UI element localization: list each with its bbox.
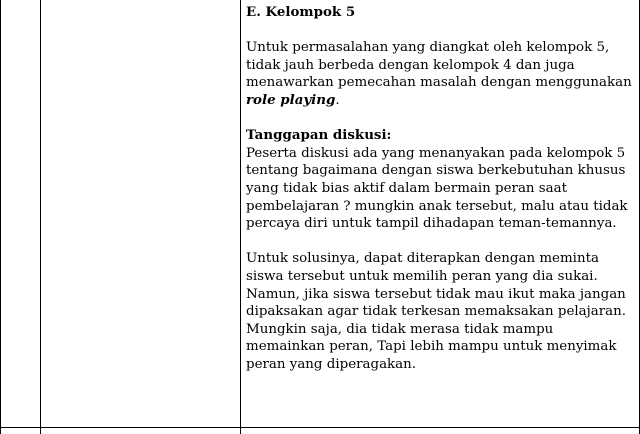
response-question-paragraph: Peserta diskusi ada yang menanyakan pada kelompok 5 tentang bagaimana dengan siswa berkebutuhan khusus yang tidak bias aktif dalam bermain peran saat pembelajaran ? mungkin anak tersebut, malu atau tidak percaya diri untuk tampil dihadapan teman-temannya.	[246, 145, 628, 232]
intro-text: Untuk permasalahan yang diangkat oleh kelompok 5, tidak jauh berbeda dengan kelompok 4 dan juga menawarkan pemecahan masalah dengan menggunakan	[246, 40, 632, 91]
response-solution-paragraph: Untuk solusinya, dapat diterapkan dengan meminta siswa tersebut untuk memilih peran yang dia sukai. Namun, jika siswa tersebut tidak mau ikut maka jangan dipaksakan agar tidak terkesan memaksakan pelajaran. Mungkin saja, dia tidak merasa tidak mampu memainkan peran, Tapi lebih mampu untuk menyimak peran yang diperagakan.	[246, 251, 627, 372]
response-heading: Tanggapan diskusi:	[246, 127, 392, 144]
table-border-left	[0, 0, 1, 434]
table-column-divider	[40, 0, 41, 434]
section-heading: E. Kelompok 5	[246, 4, 356, 20]
content-cell	[246, 4, 632, 373]
intro-end: .	[335, 92, 340, 108]
table-row-divider	[0, 427, 640, 428]
table-column-divider	[240, 0, 241, 434]
role-playing-term: role playing	[246, 91, 336, 108]
intro-paragraph	[246, 39, 632, 109]
